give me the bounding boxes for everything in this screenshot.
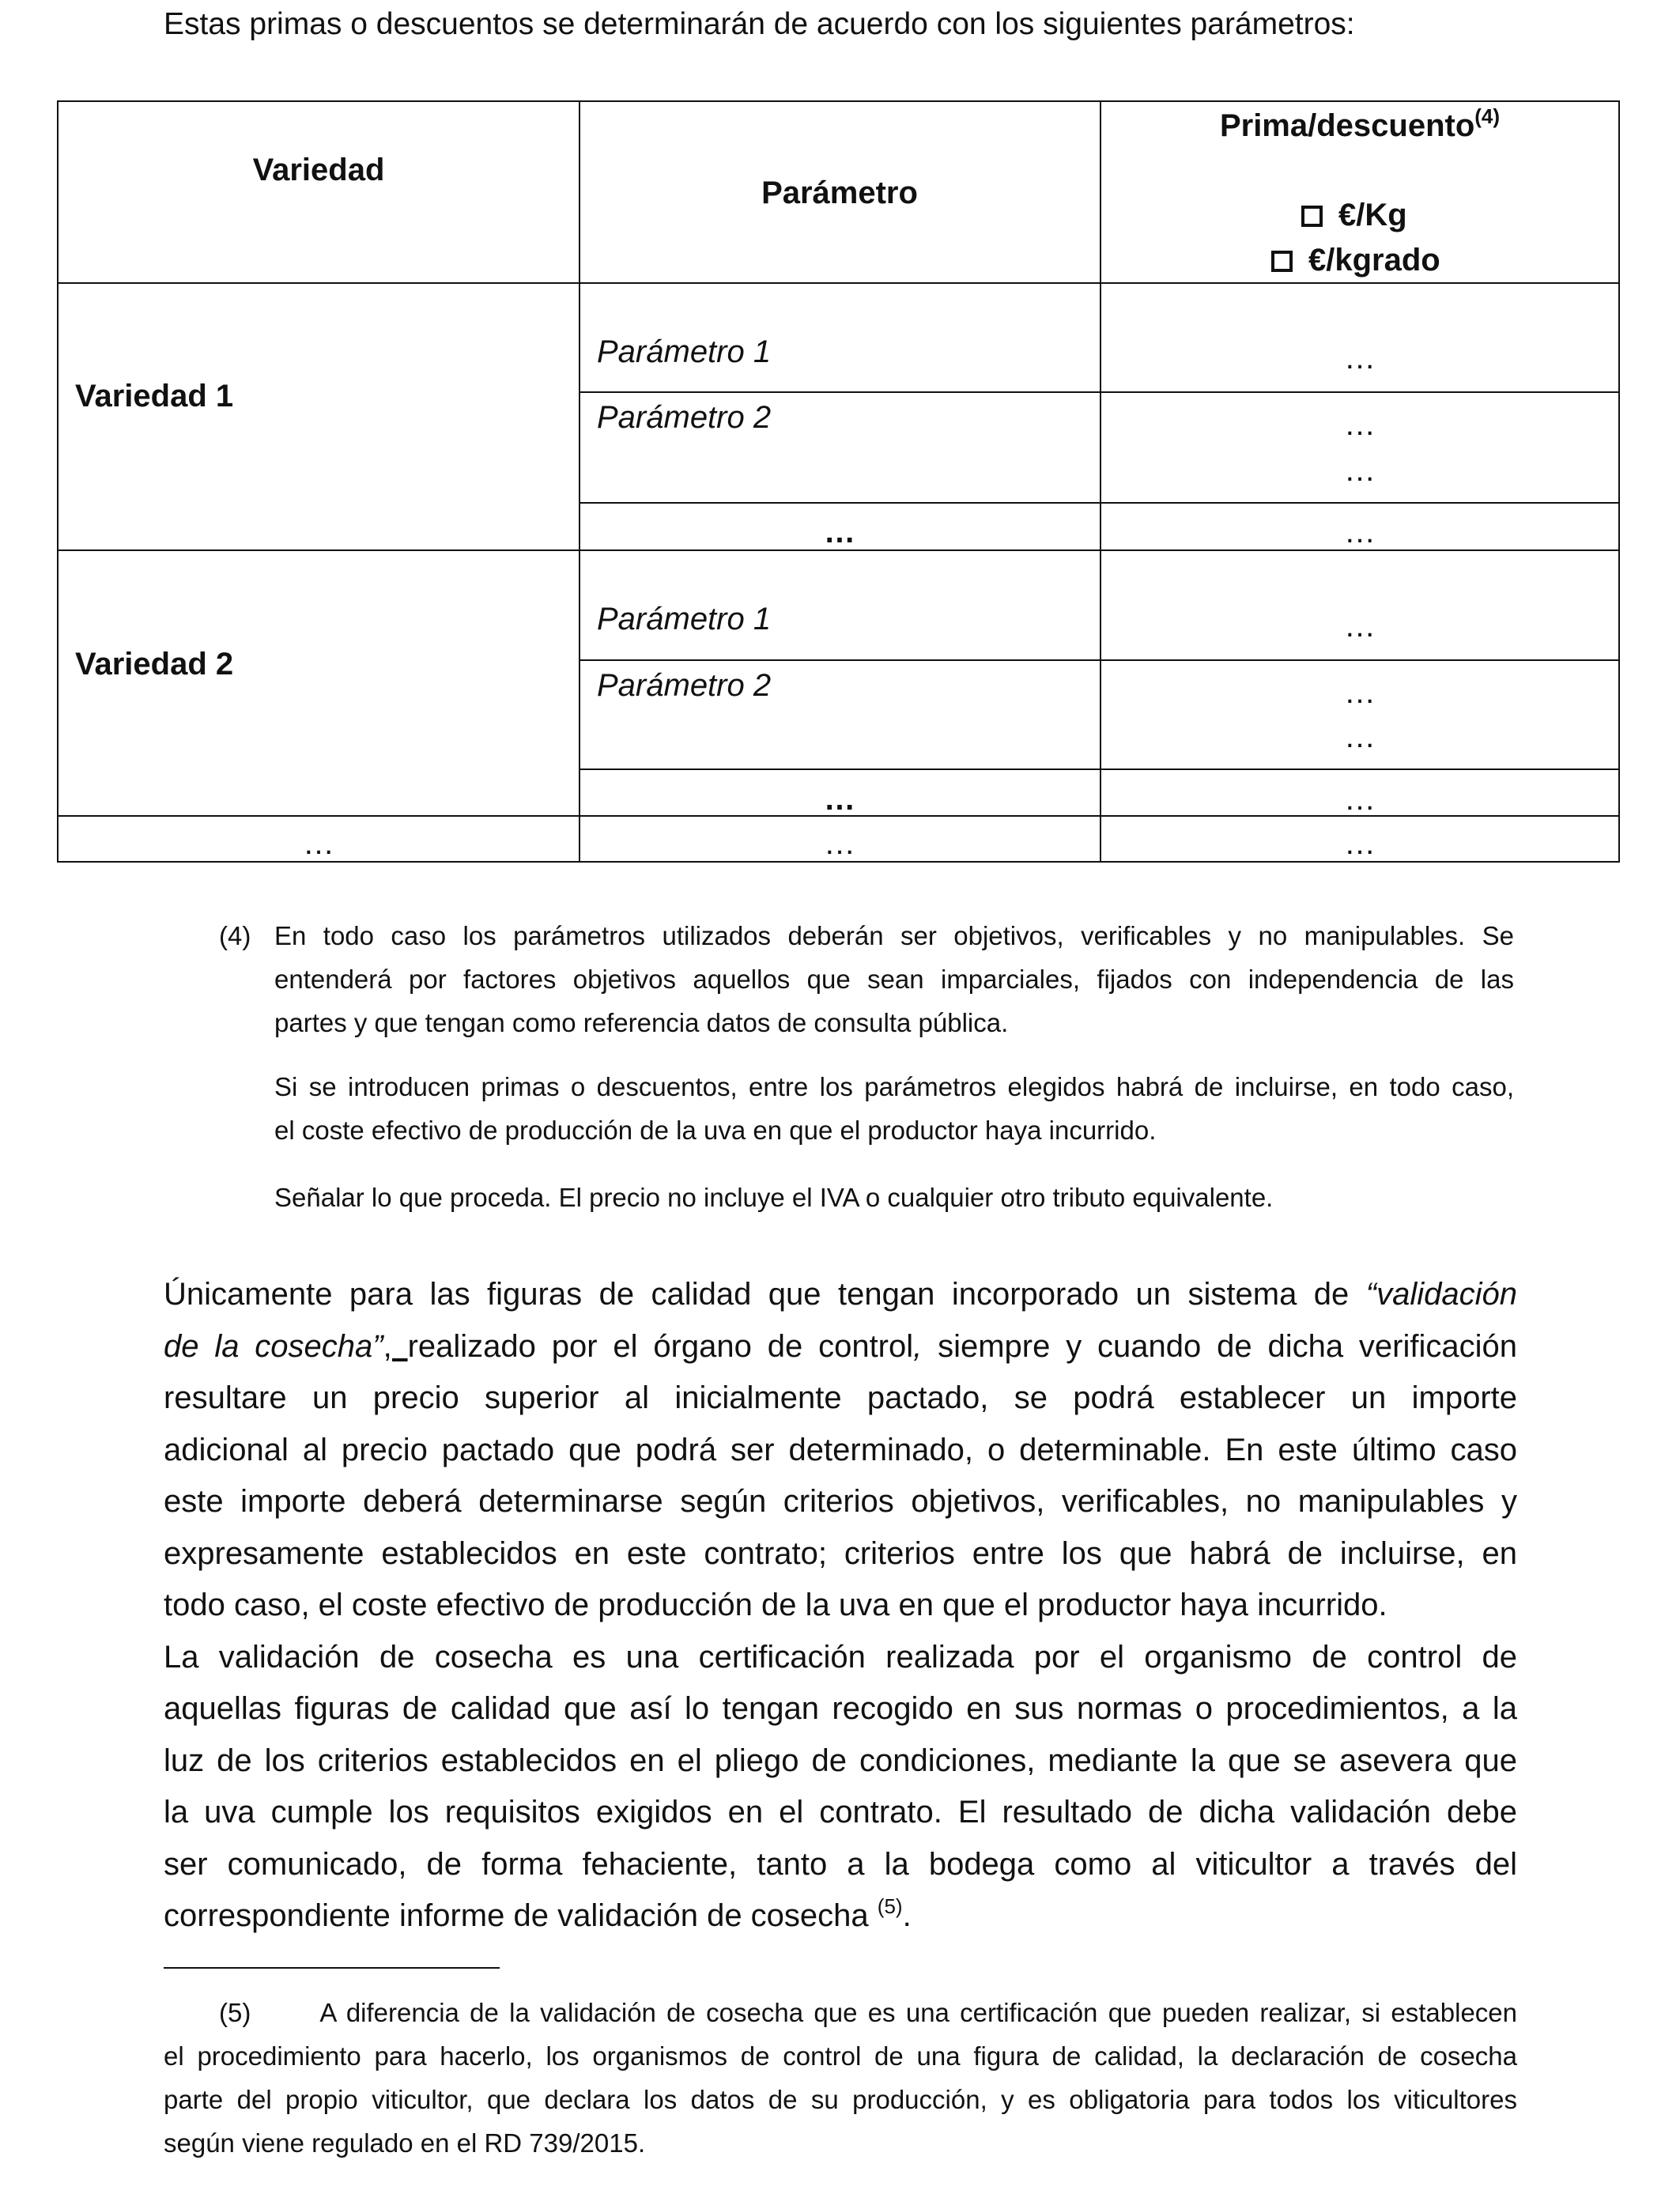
body-line: ser comunicado, de forma fehaciente, tanto a la bodega como al viticultor a través del	[164, 1846, 1517, 1882]
body-text: ,	[383, 1328, 408, 1364]
body-line: la uva cumple los requisitos exigidos en el contrato. El resultado de dicha validación debe	[164, 1795, 1517, 1830]
body-line-2	[164, 1321, 1517, 1373]
header-prima-footnote-ref: (4)	[1474, 104, 1501, 128]
unit-kg-label: €/Kg	[1338, 198, 1407, 232]
body-text: .	[902, 1898, 912, 1933]
unit-kgrado-label: €/kgrado	[1308, 243, 1440, 278]
body-text: Únicamente para las figuras de calidad que tengan incorporado un sistema de	[164, 1277, 1366, 1312]
body-text: correspondiente informe de validación de cosecha	[164, 1898, 878, 1933]
footnote-separator	[164, 1967, 500, 1969]
variety-1-value-1: …	[1344, 341, 1376, 376]
body-text: siempre y cuando de dicha verificación	[922, 1328, 1517, 1364]
variety-2-value-more: …	[1344, 782, 1376, 817]
footnote-5-ref: (5)	[877, 1894, 903, 1918]
note-4-text	[274, 914, 1514, 1044]
variety-2-value-2: …	[1344, 675, 1376, 710]
checkbox-icon[interactable]	[1301, 206, 1323, 227]
variety-1-param-more: …	[824, 515, 855, 549]
variety-2-label: Variedad 2	[75, 647, 234, 682]
unit-kgrado-option[interactable]	[1271, 240, 1440, 280]
note-4-line: partes y que tengan como referencia datos de consulta pública.	[274, 1008, 1009, 1037]
footnote-5	[164, 1991, 1517, 2165]
body-line-1	[164, 1269, 1517, 1321]
body-line-last	[164, 1890, 1517, 1943]
body-italic-quote: “validación	[1365, 1277, 1517, 1312]
body-text: realizado por el órgano de control	[407, 1328, 914, 1364]
body-line: todo caso, el coste efectivo de producción de la uva en que el productor haya incurrido.	[164, 1588, 1387, 1622]
intro-text: Estas primas o descuentos se determinarán de acuerdo con los siguientes parámetros:	[164, 7, 1355, 41]
note-4-p2-line: el coste efectivo de producción de la uva en que el productor haya incurrido.	[274, 1116, 1157, 1145]
variety-1-value-3: …	[1344, 453, 1376, 488]
note-4-paragraph-3: Señalar lo que proceda. El precio no incluye el IVA o cualquier otro tributo equivalente.	[274, 1183, 1274, 1212]
last-row-param: …	[824, 826, 855, 861]
body-line: este importe deberá determinarse según criterios objetivos, verificables, no manipulables y	[164, 1484, 1517, 1519]
variety-2-value-1: …	[1344, 609, 1376, 644]
variety-1-value-more: …	[1344, 515, 1376, 549]
variety-1-param-2: Parámetro 2	[597, 400, 772, 435]
body-line: aquellas figuras de calidad que así lo tengan recogido en sus normas o procedimientos, a la	[164, 1691, 1517, 1726]
body-line: luz de los criterios establecidos en el pliego de condiciones, mediante la que se asevera que	[164, 1743, 1517, 1778]
header-parametro: Parámetro	[761, 176, 918, 210]
checkbox-icon[interactable]	[1271, 251, 1293, 272]
note-4-marker: (4)	[219, 921, 251, 950]
footnote-5-line: parte del propio viticultor, que declara los datos de su producción, y es obligatoria para todos los viticultores	[164, 2085, 1517, 2114]
note-4-p2-line: Si se introducen primas o descuentos, entre los parámetros elegidos habrá de incluirse, en todo caso,	[274, 1072, 1514, 1101]
footnote-5-line: el procedimiento para hacerlo, los organismos de control de una figura de calidad, la declaración de cosecha	[164, 2041, 1517, 2071]
unit-kg-option[interactable]	[1301, 195, 1407, 235]
footnote-5-marker: (5)	[219, 1998, 251, 2027]
body-line: adicional al precio pactado que podrá ser determinado, o determinable. En este último caso	[164, 1432, 1517, 1467]
body-paragraph	[164, 1269, 1517, 1943]
footnote-5-line: según viene regulado en el RD 739/2015.	[164, 2128, 646, 2158]
variety-2-param-2: Parámetro 2	[597, 668, 772, 703]
variety-1-value-2: …	[1344, 407, 1376, 442]
body-line: expresamente establecidos en este contrato; criterios entre los que habrá de incluirse, en	[164, 1535, 1517, 1571]
variety-2-value-3: …	[1344, 719, 1376, 754]
body-italic-quote: de la cosecha”	[164, 1328, 383, 1364]
variety-1-param-1: Parámetro 1	[597, 334, 772, 369]
last-row-value: …	[1344, 826, 1376, 861]
body-line: resultare un precio superior al inicialmente pactado, se podrá establecer un importe	[164, 1380, 1517, 1415]
note-4-line: En todo caso los parámetros utilizados deberán ser objetivos, verificables y no manipulables. Se	[274, 921, 1514, 950]
variety-2-param-more: …	[824, 782, 855, 817]
variety-2-param-1: Parámetro 1	[597, 602, 772, 636]
note-4-paragraph-2	[274, 1065, 1514, 1152]
header-variedad: Variedad	[252, 153, 385, 187]
body-line: La validación de cosecha es una certificación realizada por el organismo de control de	[164, 1639, 1517, 1675]
last-row-variety: …	[303, 826, 334, 861]
body-text: ,	[913, 1328, 923, 1364]
footnote-text: A diferencia de la validación de cosecha que es una certificación que pueden realizar, si establecen	[319, 1998, 1517, 2027]
header-prima-label: Prima/descuento	[1219, 108, 1475, 143]
variety-1-label: Variedad 1	[75, 379, 234, 413]
header-prima	[1220, 106, 1500, 145]
footnote-5-line-1	[164, 1991, 1517, 2034]
note-4-line: entenderá por factores objetivos aquellos que sean imparciales, fijados con independencia de las	[274, 965, 1514, 994]
